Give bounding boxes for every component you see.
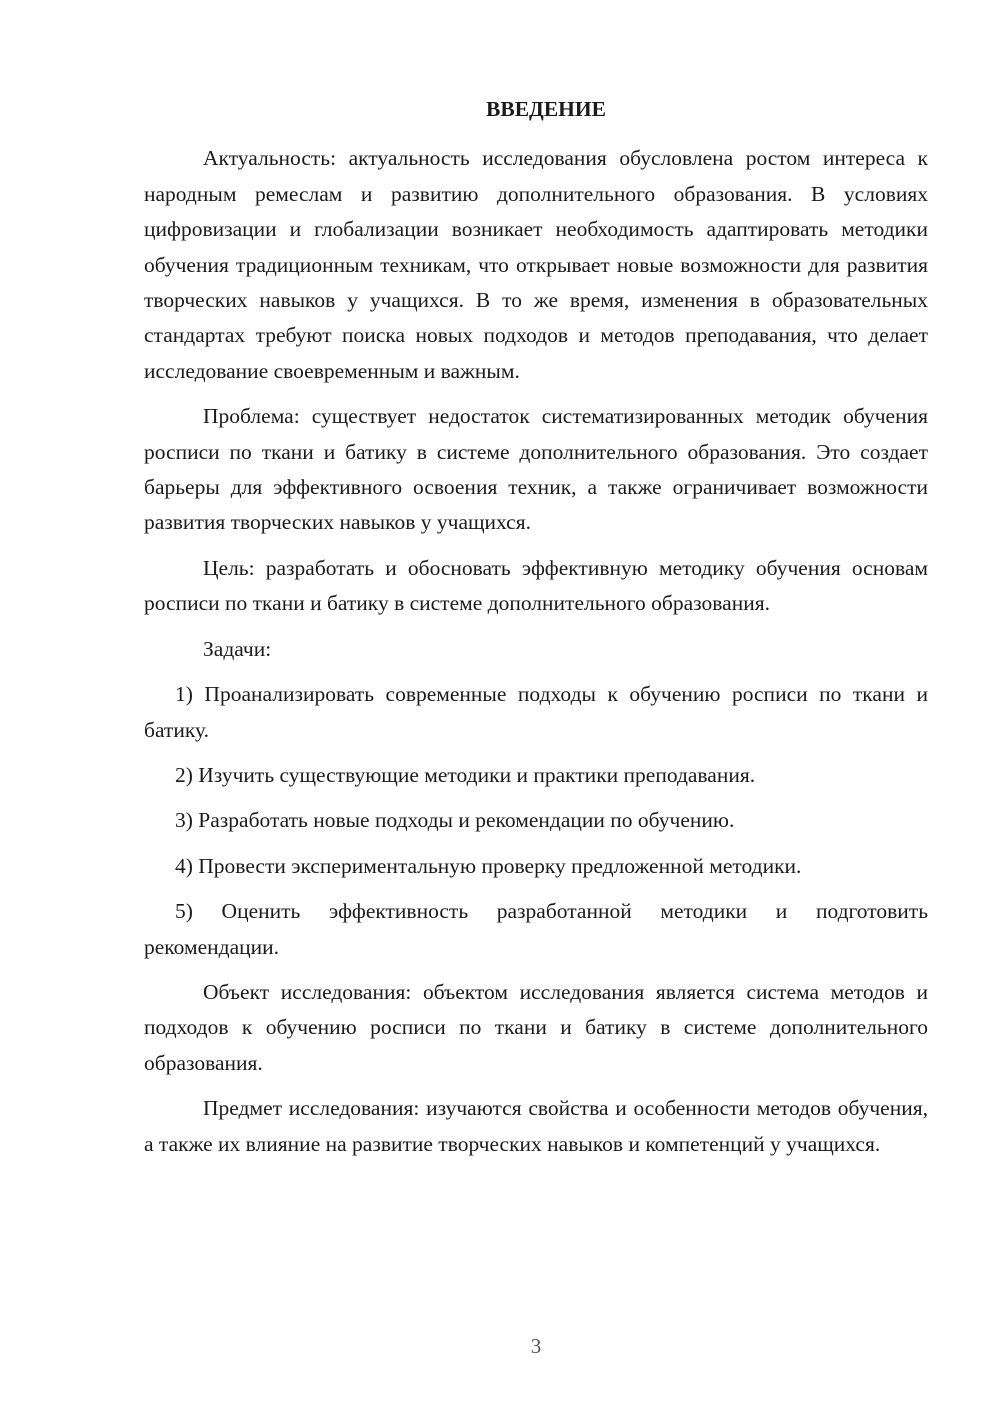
paragraph-goal: Цель: разработать и обосновать эффективную методику обучения основам росписи по ткани и батику в системе дополнительного образования. <box>144 555 928 616</box>
paragraph-object: Объект исследования: объектом исследования является система методов и подходов к обучению росписи по ткани и батику в системе дополнительного образования. <box>144 979 928 1075</box>
paragraph-subject: Предмет исследования: изучаются свойства и особенности методов обучения, а также их влияние на развитие творческих навыков и компетенций у учащихся. <box>144 1096 928 1156</box>
paragraph-problem: Проблема: существует недостаток систематизированных методик обучения росписи по ткани и батику в системе дополнительного образования. Это создает барьеры для эффективного освоения техник, а также ограничивает возможности развития творческих навыков у учащихся. <box>144 404 928 535</box>
task-item: 5) Оценить эффективность разработанной методики и подготовить рекомендации. <box>144 899 928 959</box>
tasks-label: Задачи: <box>203 636 272 661</box>
task-item: 3) Разработать новые подходы и рекомендации по обучению. <box>175 808 735 833</box>
section-title: ВВЕДЕНИЕ <box>486 97 606 121</box>
page-number: 3 <box>530 1334 542 1358</box>
task-item: 1) Проанализировать современные подходы к обучению росписи по ткани и батику. <box>144 682 928 742</box>
task-item: 4) Провести экспериментальную проверку предложенной методики. <box>175 853 802 878</box>
document-page <box>144 92 928 1172</box>
task-item: 2) Изучить существующие методики и практики преподавания. <box>175 762 756 787</box>
paragraph-relevance: Актуальность: актуальность исследования обусловлена ростом интереса к народным ремеслам и развитию дополнительного образования. В условиях цифровизации и глобализации возникает необходимость адаптировать методики обучения традиционным техникам, что открывает новые возможности для развития творческих навыков у учащихся. В то же время, изменения в образовательных стандартах требуют поиска новых подходов и методов преподавания, что делает исследование своевременным и важным. <box>144 146 928 383</box>
